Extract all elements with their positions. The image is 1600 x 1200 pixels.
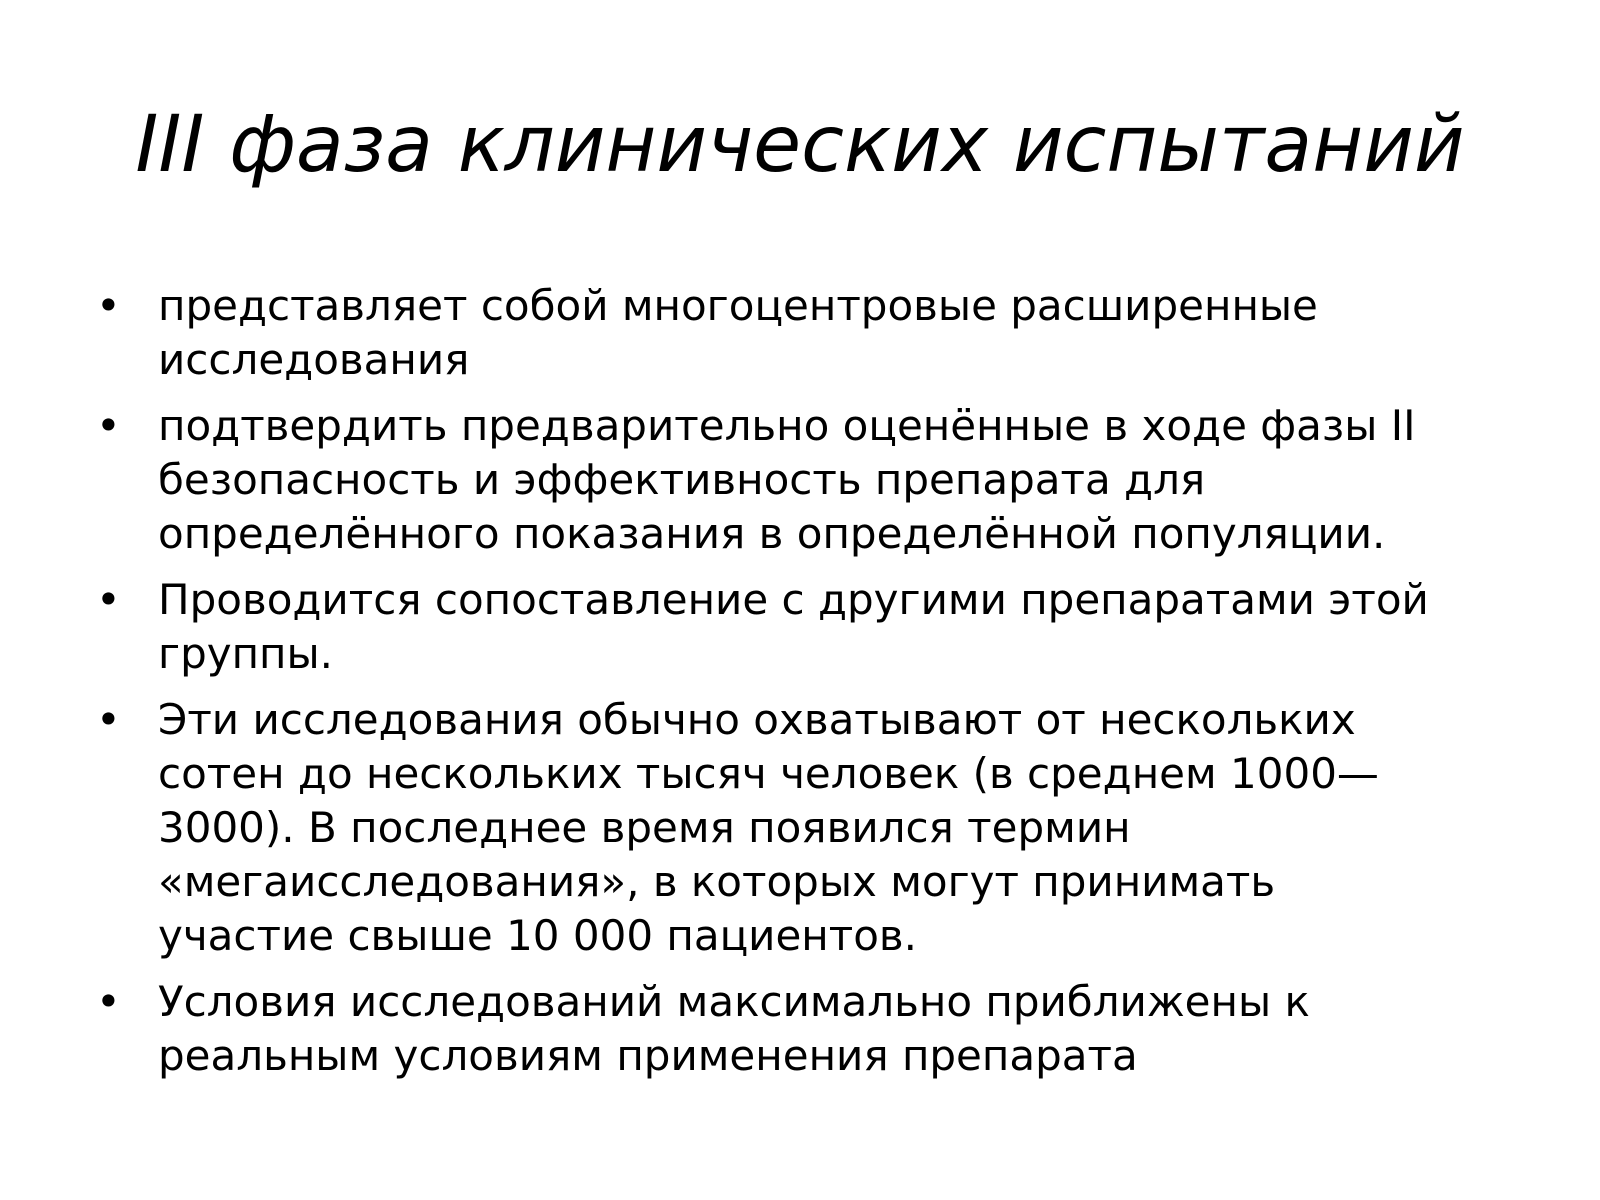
- bullet-dot-icon: •: [96, 401, 121, 450]
- bullet-text-line: Условия исследований максимально приближены к: [158, 977, 1310, 1026]
- bullet-text-line: определённого показания в определённой популяции.: [158, 509, 1386, 558]
- bullet-dot-icon: •: [96, 977, 121, 1026]
- bullet-text-line: группы.: [158, 629, 334, 678]
- bullet-item: [96, 279, 1536, 387]
- bullet-item: [96, 573, 1536, 681]
- bullet-dot-icon: •: [96, 695, 121, 744]
- bullet-text-line: исследования: [158, 335, 470, 384]
- bullet-dot-icon: •: [96, 575, 121, 624]
- bullet-text-line: Проводится сопоставление с другими препаратами этой: [158, 575, 1429, 624]
- bullet-dot-icon: •: [96, 281, 121, 330]
- bullet-item: [96, 975, 1536, 1083]
- bullet-text-line: Эти исследования обычно охватывают от нескольких: [158, 695, 1356, 744]
- bullet-text-line: 3000). В последнее время появился термин: [158, 803, 1131, 852]
- slide-title: III фаза клинических испытаний: [135, 100, 1465, 190]
- bullet-item: [96, 693, 1536, 963]
- bullet-text-line: «мегаисследования», в которых могут принимать: [158, 857, 1276, 906]
- bullet-text-line: подтвердить предварительно оценённые в ходе фазы II: [158, 401, 1416, 450]
- bullet-text-line: участие свыше 10 000 пациентов.: [158, 911, 918, 960]
- bullet-item: [96, 399, 1536, 561]
- bullet-text-line: представляет собой многоцентровые расширенные: [158, 281, 1318, 330]
- bullet-text-line: безопасность и эффективность препарата для: [158, 455, 1206, 504]
- bullet-list: [96, 279, 1536, 1095]
- bullet-text-line: сотен до нескольких тысяч человек (в среднем 1000—: [158, 749, 1379, 798]
- bullet-text-line: реальным условиям применения препарата: [158, 1031, 1138, 1080]
